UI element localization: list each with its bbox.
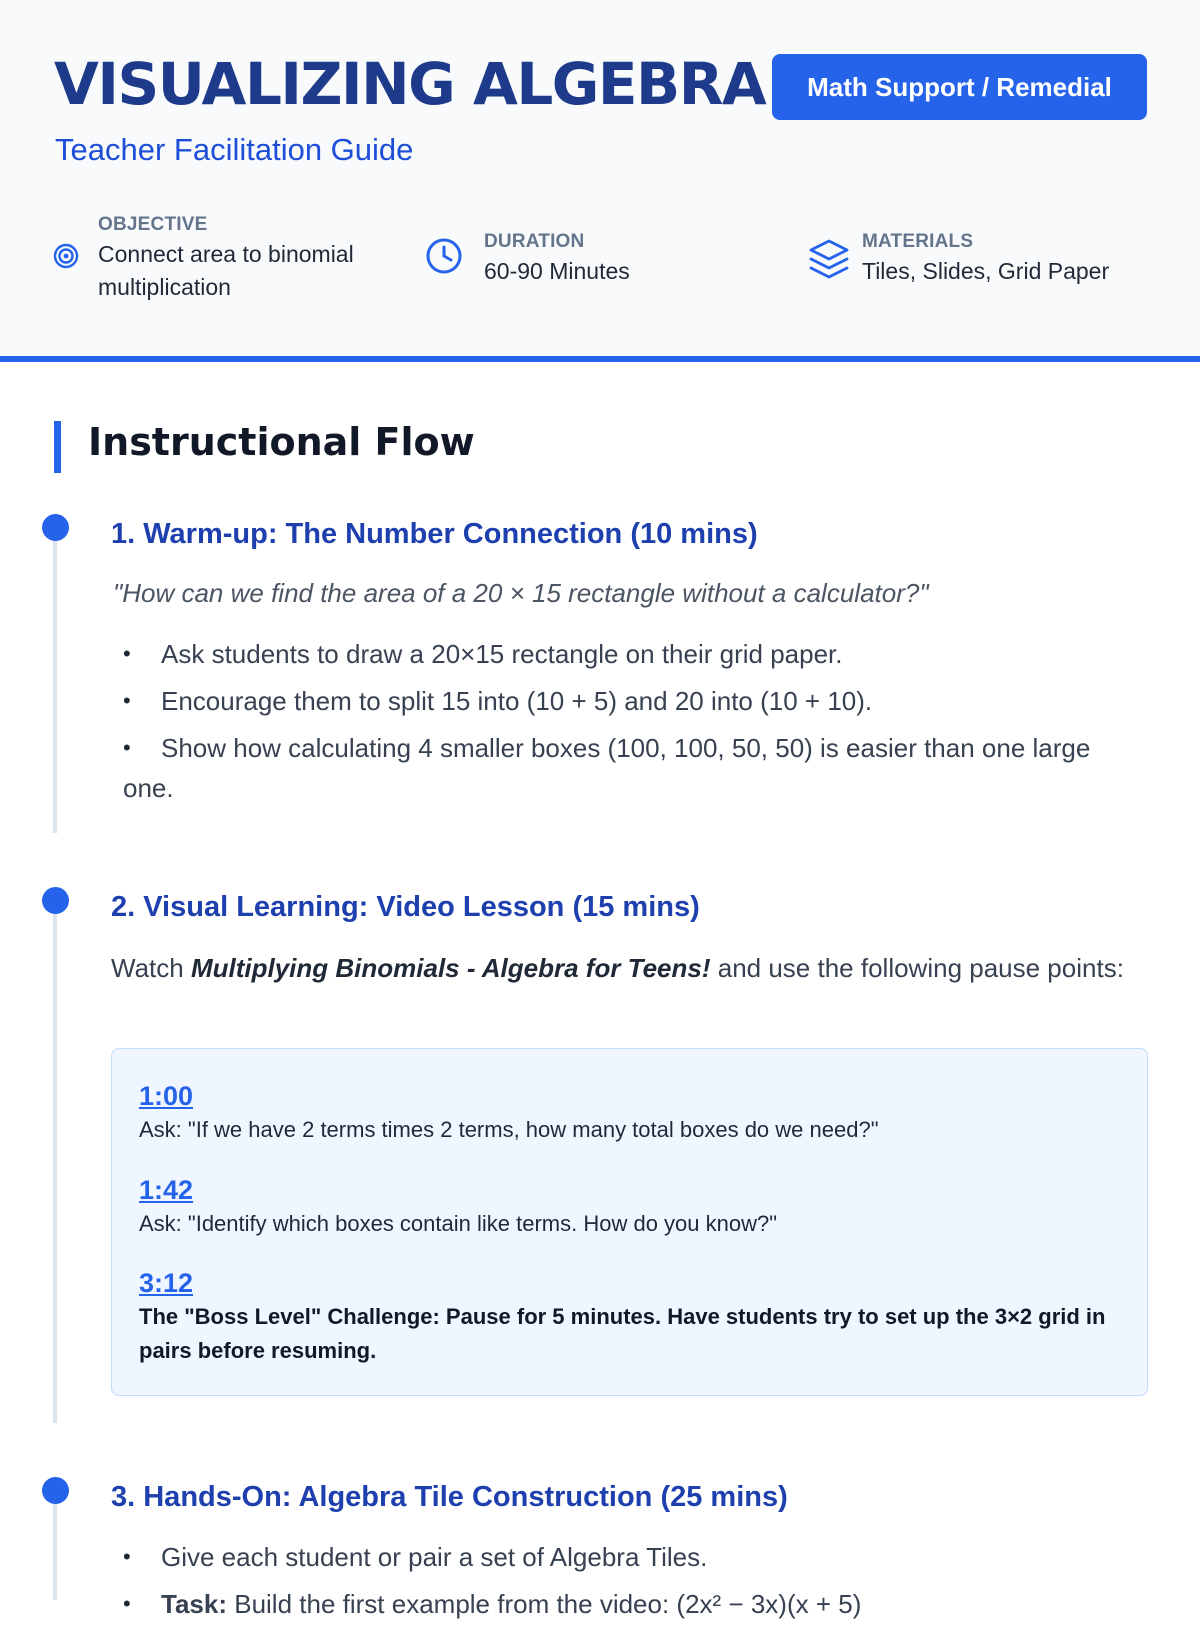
timeline-line <box>53 893 57 1423</box>
step-1-list <box>123 634 1123 815</box>
timestamp-link[interactable]: 3:12 <box>139 1268 194 1298</box>
step-1-quote: "How can we find the area of a 20 × 15 rectangle without a calculator?" <box>113 578 929 608</box>
pause-point <box>139 1173 1129 1241</box>
page-subtitle: Teacher Facilitation Guide <box>55 132 414 167</box>
materials-value: Tiles, Slides, Grid Paper <box>862 258 1110 284</box>
pause-point-text: Ask: "If we have 2 terms times 2 terms, how many total boxes do we need?" <box>139 1117 879 1142</box>
target-icon <box>50 242 94 286</box>
list-item: • Give each student or pair a set of Algebra Tiles. <box>123 1537 1123 1577</box>
objective-label: OBJECTIVE <box>98 214 208 235</box>
timeline-line <box>53 520 57 833</box>
duration-label: DURATION <box>484 231 585 252</box>
step-1-title: 1. Warm-up: The Number Connection (10 mins) <box>111 518 758 550</box>
task-label: Task: <box>161 1589 227 1619</box>
list-item: • Encourage them to split 15 into (10 + 5) and 20 into (10 + 10). <box>123 681 1123 721</box>
page-title: VISUALIZING ALGEBRA <box>54 50 766 118</box>
list-item: • Show how calculating 4 smaller boxes (100, 100, 50, 50) is easier than one large one. <box>123 728 1123 808</box>
layers-icon <box>806 239 850 283</box>
duration-value: 60-90 Minutes <box>484 258 630 284</box>
clock-icon <box>430 239 474 283</box>
pause-points-box <box>111 1048 1148 1396</box>
timeline-dot <box>42 887 69 914</box>
step-2-title: 2. Visual Learning: Video Lesson (15 mins) <box>111 891 700 923</box>
list-item <box>123 1584 1123 1624</box>
list-item: • Ask students to draw a 20×15 rectangle on their grid paper. <box>123 634 1123 674</box>
materials-label: MATERIALS <box>862 231 974 252</box>
video-title: Multiplying Binomials - Algebra for Teens! <box>190 953 711 983</box>
pause-point <box>139 1266 1129 1368</box>
timeline-dot <box>42 1477 69 1504</box>
pause-point <box>139 1079 1129 1147</box>
materials-meta <box>806 229 1109 288</box>
objective-value: Connect area to binomial multiplication <box>98 241 354 300</box>
intro-text: Watch <box>111 953 191 983</box>
step-2-intro <box>111 948 1151 988</box>
intro-text: and use the following pause points: <box>710 953 1124 983</box>
section-title: Instructional Flow <box>88 420 475 464</box>
page-header <box>0 0 1200 362</box>
task-text: Build the first example from the video: (2x² − 3x)(x + 5) <box>227 1589 862 1619</box>
objective-meta <box>50 212 398 304</box>
section-accent-bar <box>54 421 61 473</box>
timeline-dot <box>42 514 69 541</box>
step-3-list <box>123 1537 1123 1631</box>
level-badge: Math Support / Remedial <box>772 54 1147 120</box>
timestamp-link[interactable]: 1:00 <box>139 1081 194 1111</box>
pause-point-text: The "Boss Level" Challenge: Pause for 5 minutes. Have students try to set up the 3×2 grid in pairs before resuming. <box>139 1304 1106 1363</box>
duration-meta <box>430 229 630 288</box>
pause-point-text: Ask: "Identify which boxes contain like terms. How do you know?" <box>139 1211 778 1236</box>
timestamp-link[interactable]: 1:42 <box>139 1175 194 1205</box>
step-3-title: 3. Hands-On: Algebra Tile Construction (25 mins) <box>111 1481 788 1513</box>
